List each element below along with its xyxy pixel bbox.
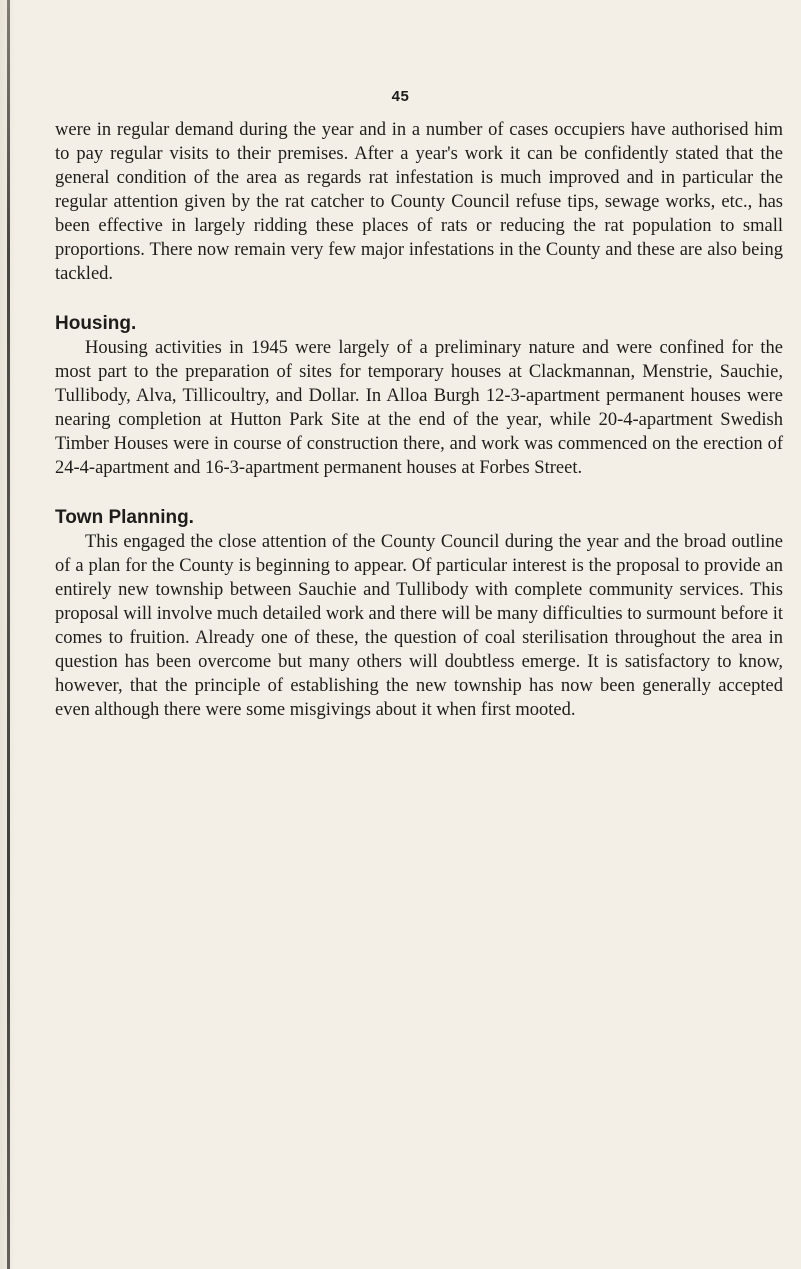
document-body (55, 118, 783, 722)
binding-shadow-line (7, 0, 10, 1269)
housing-section (55, 312, 783, 480)
housing-paragraph: Housing activities in 1945 were largely of a preliminary nature and were confined for the most part to the preparation of sites for temporary houses at Clackmannan, Menstrie, Sauchie, Tullibody, Alva, Tillicoultry, and Dollar. In Alloa Burgh 12-3-apartment permanent houses were nearing completion at Hutton Park Site at the end of the year, while 20-4-apartment Swedish Timber Houses were in course of construction there, and work was commenced on the erection of 24-4-apartment and 16-3-apartment permanent houses at Forbes Street. (55, 338, 783, 478)
town-planning-paragraph: This engaged the close attention of the County Council during the year and the broad outline of a plan for the County is beginning to appear. Of particular interest is the proposal to provide an entirely new township between Sauchie and Tullibody with complete community services. This proposal will involve much detailed work and there will be many difficulties to surmount before it comes to fruition. Already one of these, the question of coal sterilisation throughout the area in question has been overcome but many others will doubtless emerge. It is satisfactory to know, however, that the principle of establishing the new township has now been generally accepted even although there were some misgivings about it when first mooted. (55, 532, 783, 720)
page-number: 45 (391, 88, 410, 105)
housing-heading: Housing. (55, 313, 137, 334)
town-planning-heading: Town Planning. (55, 507, 194, 528)
town-planning-section (55, 506, 783, 722)
intro-paragraph: were in regular demand during the year and in a number of cases occupiers have authorised him to pay regular visits to their premises. After a year's work it can be confidently stated that the general condition of the area as regards rat infestation is much improved and in particular the regular attention given by the rat catcher to County Council refuse tips, sewage works, etc., has been effective in largely ridding these places of rats or reducing the rat population to small proportions. There now remain very few major infestations in the County and these are also being tackled. (55, 120, 783, 284)
